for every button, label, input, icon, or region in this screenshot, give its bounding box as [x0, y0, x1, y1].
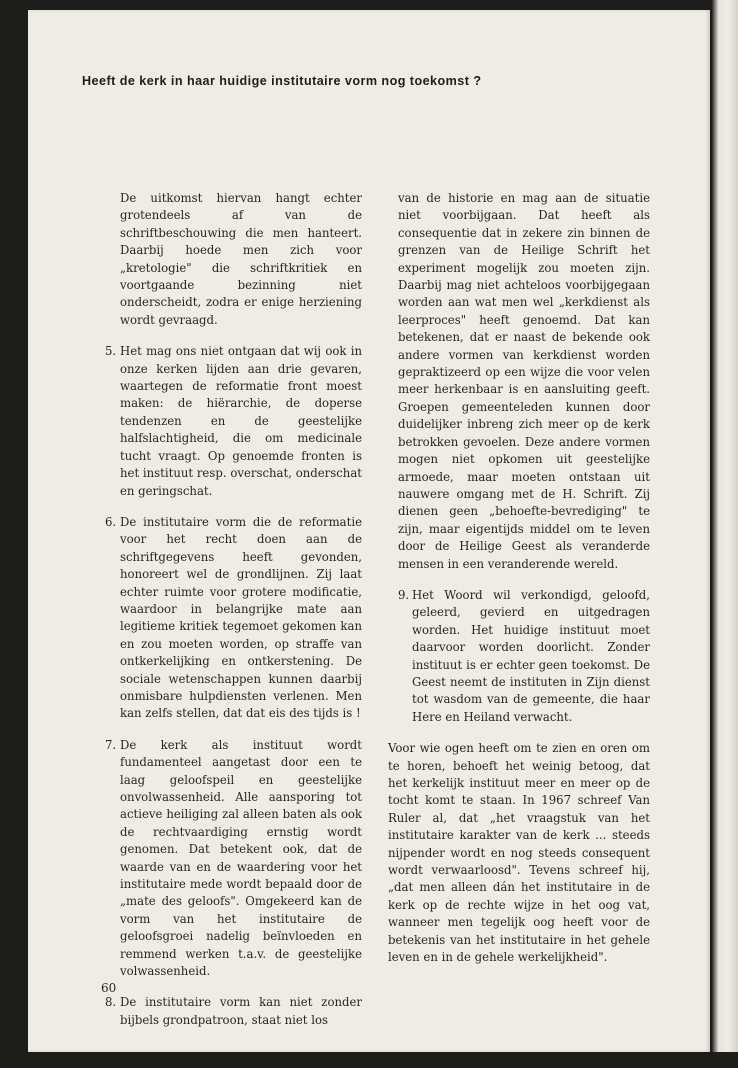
list-item-9: [388, 587, 650, 726]
intro-paragraph: De uitkomst hiervan hangt echter grotendeels af van de schriftbeschouwing die men hanteert. Daarbij hoede men zich voor „kretologie" die schriftkritiek en voortgaande bezinning niet onderscheidt, zodra er enige herziening wordt gevraagd.: [120, 191, 362, 327]
page-number: 60: [101, 981, 117, 995]
item-text: De institutaire vorm die de reformatie voor het recht doen aan de schriftgegevens heeft gevonden, honoreert wel de grondlijnen. Zij laat echter ruimte voor grotere modificatie, waardoor in belangrijke mate aan legitieme kritiek tegemoet gekomen kan en zou moeten worden, op straffe van ontkerkelijking en ontkerstening. De sociale wetenschappen kunnen daarbij onmisbare hulpdiensten verlenen. Men kan zelfs stellen, dat dat eis des tijds is !: [120, 514, 362, 721]
list-item-7: [105, 737, 362, 981]
scan-bottom-border: [0, 1052, 738, 1068]
running-header: Heeft de kerk in haar huidige institutaire vorm nog toekomst ?: [82, 74, 482, 88]
item-number: 7.: [105, 737, 117, 752]
closing-paragraph: Voor wie ogen heeft om te zien en oren om te horen, behoeft het weinig betoog, dat het kerkelijk instituut meer en meer op de tocht komt te staan. In 1967 schreef Van Ruler al, dat „het vraagstuk van het institutaire karakter van de kerk ... steeds nijpender wordt en nog steeds consequent wordt verwaarloosd". Tevens schreef hij, „dat men alleen dán het institutaire in de kerk op de rechte wijze in het oog vat, wanneer men tegelijk oog heeft voor de betekenis van het institutaire in het gehele leven en in de gehele werkelijkheid".: [388, 741, 650, 965]
item-text: De institutaire vorm kan niet zonder bijbels grondpatroon, staat niet los: [120, 995, 362, 1027]
right-column: [388, 190, 650, 966]
continuation-paragraph: van de historie en mag aan de situatie niet voorbijgaan. Dat heeft als consequentie dat in zekere zin binnen de grenzen van de Heilige Schrift het experiment mogelijk zou moeten zijn. Daarbij mag niet achteloos voorbijgegaan worden aan wat men wel „kerkdienst als leerproces" heeft genoemd. Dat kan betekenen, dat er naast de bekende ook andere vormen van kerkdienst worden gepraktizeerd op een wijze die voor velen meer herkenbaar is en aansluiting geeft. Groepen gemeenteleden kunnen door duidelijker inbreng zich meer op de kerk betrokken gevoelen. Deze andere vormen mogen niet opkomen uit geestelijke armoede, maar moeten ontstaan uit nauwere omgang met de H. Schrift. Zij dienen geen „behoefte-bevrediging" te zijn, maar eigentijds middel om te leven door de Heilige Geest als veranderde mensen in een veranderende wereld.: [398, 191, 650, 571]
item-number: 9.: [398, 587, 410, 602]
item-number: 8.: [105, 995, 117, 1010]
item-text: Het mag ons niet ontgaan dat wij ook in onze kerken lijden aan drie gevaren, waartegen de reformatie front moest maken: de hiërarchie, de doperse tendenzen en de geestelijke halfslachtigheid, die om medicinale tucht vraagt. Op genoemde fronten is het instituut resp. overschat, onderschat en geringschat.: [120, 344, 362, 498]
item-number: 6.: [105, 514, 117, 529]
next-page-edge: [712, 0, 738, 1068]
item-text: Het Woord wil verkondigd, geloofd, geleerd, gevierd en uitgedragen worden. Het huidige instituut moet daarvoor worden doorlicht. Zonder instituut is er echter geen toekomst. De Geest neemt de instituten in Zijn dienst tot wasdom van de gemeente, die haar Here en Heiland verwacht.: [412, 587, 650, 724]
list-item-8: [105, 994, 362, 1029]
item-text: De kerk als instituut wordt fundamenteel aangetast door een te laag geloofspeil en geestelijke onvolwassenheid. Alle aansporing tot actieve heiliging zal alleen baten als ook de rechtvaardiging ernstig wordt genomen. Dat betekent ook, dat de waarde van en de waardering voor het institutaire mede wordt bepaald door de „mate des geloofs". Omgekeerd kan de vorm van het institutaire de geloofsgroei nadelig beïnvloeden en remmend werken t.a.v. de geestelijke volwassenheid.: [120, 737, 362, 979]
list-item-5: [105, 343, 362, 500]
item-number: 5.: [105, 344, 117, 359]
list-item-6: [105, 514, 362, 723]
